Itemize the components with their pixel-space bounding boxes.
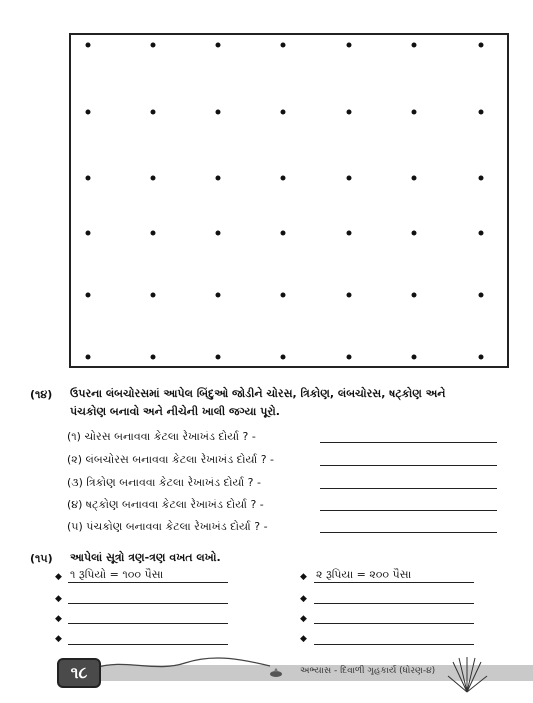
left-answer-line-3[interactable] — [68, 644, 228, 645]
grid-dot — [412, 110, 417, 115]
grid-dot — [281, 293, 286, 298]
dot-grid-box — [69, 33, 509, 368]
grid-dot — [151, 355, 156, 360]
example-right: ૨ રૂપિયા = ૨૦૦ પૈસા — [316, 568, 412, 581]
bullet-icon: ◆ — [300, 572, 307, 582]
grid-dot — [281, 110, 286, 115]
grid-dot — [412, 176, 417, 181]
q14-item-5 — [67, 518, 507, 536]
grid-dot — [347, 176, 352, 181]
q14-item-4 — [67, 496, 507, 514]
q14-item-5-answer-line[interactable] — [320, 532, 497, 533]
q14-item-1 — [67, 428, 507, 446]
grid-dot — [281, 231, 286, 236]
grid-dot — [412, 293, 417, 298]
example-left-underline — [68, 582, 228, 583]
grid-dot — [151, 231, 156, 236]
grid-dot — [86, 231, 91, 236]
grid-dot — [479, 355, 484, 360]
left-answer-line-1[interactable] — [68, 603, 228, 604]
q14-item-3-answer-line[interactable] — [320, 488, 497, 489]
q14-item-1-answer-line[interactable] — [320, 442, 497, 443]
grid-dot — [347, 355, 352, 360]
question-15-text: આપેલાં સૂત્રો ત્રણ-ત્રણ વખત લખો. — [70, 551, 221, 564]
grid-dot — [479, 293, 484, 298]
grid-dot — [151, 43, 156, 48]
grid-dot — [216, 110, 221, 115]
right-answer-line-3[interactable] — [314, 644, 474, 645]
grid-dot — [281, 43, 286, 48]
grid-dot — [86, 176, 91, 181]
q14-item-4-label: (૪) ષટ્કોણ બનાવવા કેટલા રેખાખંડ દોર્યા ? - — [67, 498, 264, 511]
question-14-text-line2: પંચકોણ બનાવો અને નીચેની ખાલી જગ્યા પૂરો. — [70, 405, 280, 418]
question-15-number: (૧૫) — [30, 552, 53, 565]
grid-dot — [216, 176, 221, 181]
grid-dot — [479, 231, 484, 236]
grid-dot — [216, 43, 221, 48]
grid-dot — [479, 176, 484, 181]
grid-dot — [151, 176, 156, 181]
bullet-icon: ◆ — [300, 634, 307, 644]
example-left: ૧ રૂપિયો = ૧૦૦ પૈસા — [70, 568, 164, 581]
grid-dot — [412, 43, 417, 48]
right-answer-line-1[interactable] — [314, 603, 474, 604]
left-answer-line-2[interactable] — [68, 623, 228, 624]
bullet-icon: ◆ — [55, 634, 62, 644]
firework-burst-icon — [445, 652, 490, 697]
grid-dot — [347, 43, 352, 48]
grid-dot — [216, 355, 221, 360]
question-14-number: (૧૪) — [30, 388, 53, 401]
grid-dot — [86, 293, 91, 298]
bullet-icon: ◆ — [55, 614, 62, 624]
page-number: ૧૮ — [57, 658, 101, 688]
grid-dot — [479, 110, 484, 115]
q14-item-1-label: (૧) ચોરસ બનાવવા કેટલા રેખાખંડ દોર્યા ? - — [67, 430, 256, 443]
firecracker-fuse-icon — [95, 648, 275, 678]
lamp-icon — [268, 667, 284, 679]
grid-dot — [347, 231, 352, 236]
grid-dot — [151, 110, 156, 115]
q14-item-2-label: (૨) લંબચોરસ બનાવવા કેટલા રેખાખંડ દોર્યા ? - — [67, 453, 275, 466]
question-14-text-line1: ઉપરના લંબચોરસમાં આપેલ બિંદુઓ જોડીને ચોરસ, ત્રિકોણ, લંબચોરસ, ષટ્કોણ અને — [70, 387, 446, 400]
bullet-icon: ◆ — [300, 614, 307, 624]
grid-dot — [86, 110, 91, 115]
grid-dot — [347, 110, 352, 115]
grid-dot — [479, 43, 484, 48]
bullet-icon: ◆ — [55, 572, 62, 582]
grid-dot — [412, 355, 417, 360]
q14-item-3-label: (૩) ત્રિકોણ બનાવવા કેટલા રેખાખંડ દોર્યા ? - — [67, 476, 261, 489]
grid-dot — [216, 231, 221, 236]
bullet-icon: ◆ — [55, 594, 62, 604]
q14-item-2 — [67, 451, 507, 469]
footer-title: અભ્યાસ - દિવાળી ગૃહકાર્ય (ધોરણ-૪) — [300, 666, 436, 676]
example-right-underline — [314, 582, 474, 583]
grid-dot — [281, 176, 286, 181]
grid-dot — [216, 293, 221, 298]
right-answer-line-2[interactable] — [314, 623, 474, 624]
grid-dot — [151, 293, 156, 298]
q14-item-5-label: (૫) પંચકોણ બનાવવા કેટલા રેખાખંડ દોર્યા ? - — [67, 520, 268, 533]
grid-dot — [347, 293, 352, 298]
q14-item-2-answer-line[interactable] — [320, 465, 497, 466]
grid-dot — [86, 43, 91, 48]
grid-dot — [412, 231, 417, 236]
grid-dot — [86, 355, 91, 360]
q14-item-3 — [67, 474, 507, 492]
grid-dot — [281, 355, 286, 360]
q14-item-4-answer-line[interactable] — [320, 510, 497, 511]
bullet-icon: ◆ — [300, 594, 307, 604]
